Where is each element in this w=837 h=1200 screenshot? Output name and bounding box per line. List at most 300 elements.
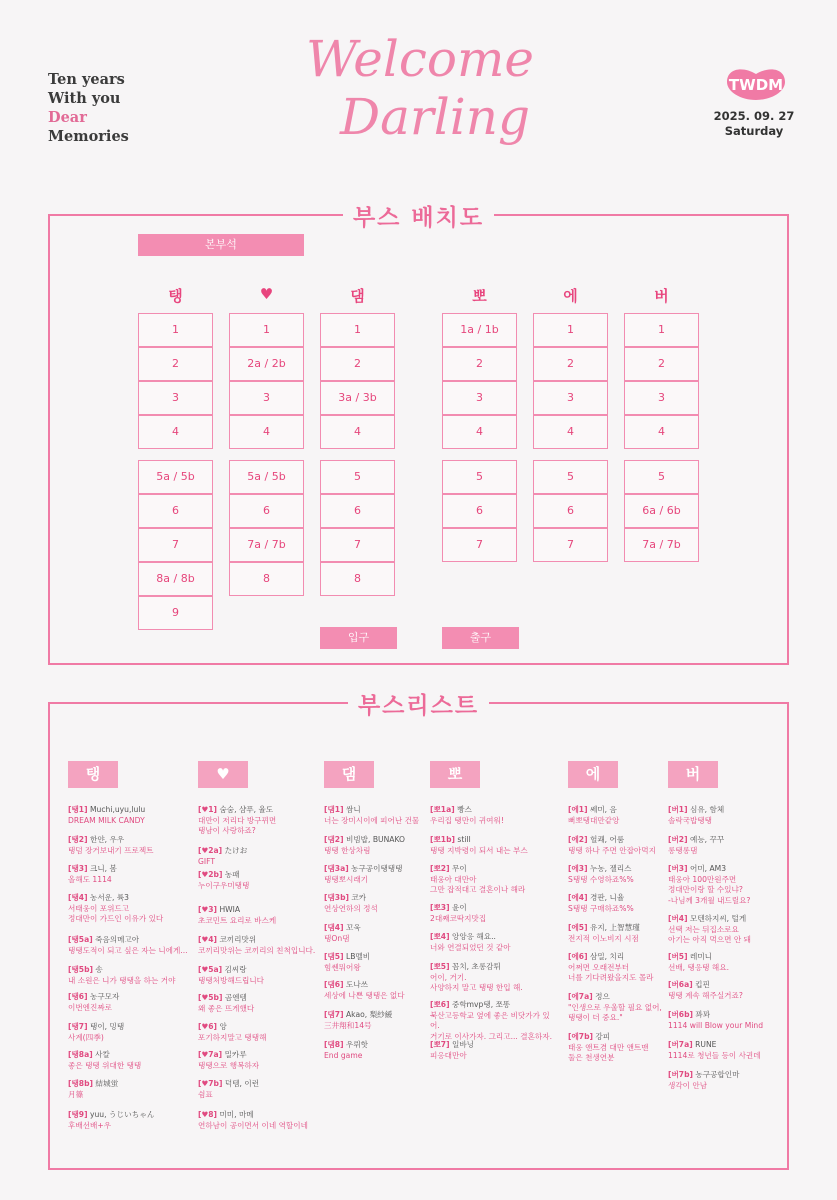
booth-tag: [뽀2] [430, 864, 450, 873]
booth-title: 1114로 청년들 등이 사귄데 [668, 1050, 761, 1060]
booth-owners: 밀카루 [224, 1050, 247, 1059]
booth-owners: 농구모자 [89, 992, 120, 1001]
booth-owners: 꽈꽈 [695, 1010, 711, 1019]
list-column-head: 탱 [68, 761, 118, 788]
booth-cell: 5 [624, 460, 699, 494]
booth-owners: 코카 [351, 893, 367, 902]
booth-tag: [에3] [568, 864, 588, 873]
booth-entry [198, 805, 320, 837]
booth-entry [68, 864, 190, 885]
booth-cell: 5 [442, 460, 517, 494]
booth-tag: [댐8] [324, 1040, 344, 1049]
booth-entry [668, 1010, 790, 1031]
booth-owners: Muchi,uyu,lulu [89, 805, 146, 814]
booth-title: "인생으로 우울할 필요 없어, [568, 1002, 662, 1012]
booth-map-title: 부스 배치도 [0, 199, 837, 232]
booth-entry [198, 1050, 320, 1071]
booth-tag: [댐1] [324, 805, 344, 814]
booth-title: 선배, 탱응탱 해요. [668, 962, 730, 972]
booth-title: 이번엔진짜로 [68, 1002, 113, 1012]
booth-cell: 6a / 6b [624, 494, 699, 528]
booth-tag: [뽀6] [430, 1000, 450, 1009]
booth-tag: [♥8] [198, 1110, 218, 1119]
booth-owners: 누농, 젤리스 [589, 864, 632, 873]
booth-entry [668, 952, 790, 973]
booth-title: 탱덤 장거보내기 프로젝트 [68, 845, 154, 855]
booth-owners: 농서운, 륙3 [89, 893, 129, 902]
hq-label: 본부석 [138, 234, 304, 256]
booth-title: 탱탱 하나 주면 안잡아먹지 [568, 845, 656, 855]
booth-title: 세상에 나쁜 탱탱은 없다 [324, 990, 405, 1000]
booth-owners: HWIA [219, 905, 241, 914]
booth-owners: 쌈니 [345, 805, 361, 814]
list-column-head: 댐 [324, 761, 374, 788]
booth-entry [198, 1079, 320, 1100]
booth-owners: たけお [224, 846, 248, 855]
booth-title: S탱탱 구매하죠%% [568, 903, 634, 913]
booth-cell: 4 [533, 415, 608, 449]
booth-owners: 덕템, 이런 [224, 1079, 260, 1088]
booth-title: 피옹대만아 [430, 1050, 467, 1060]
tagline-line: Memories [48, 128, 129, 145]
booth-tag: [뽀1a] [430, 805, 455, 814]
booth-cell: 2 [138, 347, 213, 381]
booth-title: S탱탱 수영하죠%% [568, 874, 634, 884]
booth-tag: [에6] [568, 952, 588, 961]
booth-owners: 도나쓰 [345, 980, 368, 989]
booth-owners: 헐쾌, 어룸 [589, 835, 625, 844]
booth-tag: [탱5a] [68, 935, 93, 944]
booth-cell: 6 [533, 494, 608, 528]
booth-entry [324, 1010, 446, 1031]
booth-owners: 크니, 봄 [89, 864, 117, 873]
booth-tag: [탱8b] [68, 1079, 93, 1088]
booth-cell: 3 [533, 381, 608, 415]
booth-cell: 3 [138, 381, 213, 415]
title-line-2: Darling [340, 88, 530, 146]
booth-title: DREAM MILK CANDY [68, 815, 145, 825]
booth-entry [198, 965, 320, 986]
booth-tag: [뽀7] [430, 1040, 450, 1049]
booth-title: 三井翔和14号 [324, 1020, 372, 1030]
booth-entry [430, 962, 552, 994]
entrance-label: 입구 [320, 627, 397, 649]
booth-cell: 7a / 7b [624, 528, 699, 562]
logo-text: TWDM [728, 76, 784, 94]
booth-title: 태웅아 대만아 [430, 874, 477, 884]
booth-owners: 윤이 [451, 903, 467, 912]
booth-tag: [에4] [568, 893, 588, 902]
booth-owners: 레미니 [689, 952, 712, 961]
booth-tag: [버1] [668, 805, 688, 814]
booth-tag: [♥7a] [198, 1050, 223, 1059]
booth-tag: [♥5b] [198, 993, 223, 1002]
booth-title: 거기로 이사가자. 그리고... 결혼하자. [430, 1031, 553, 1041]
booth-cell: 1 [320, 313, 395, 347]
booth-owners: 쎄미, 음 [589, 805, 617, 814]
booth-tag: [♥6] [198, 1022, 218, 1031]
booth-cell: 7 [138, 528, 213, 562]
booth-entry [198, 1022, 320, 1043]
booth-owners: 농구공이탱탱탱 [351, 864, 403, 873]
booth-title: 탱탱 한상차림 [324, 845, 371, 855]
booth-title: 우리집 탱만이 귀여워! [430, 815, 504, 825]
booth-cell: 4 [229, 415, 304, 449]
booth-entry [430, 903, 552, 924]
booth-tag: [버5] [668, 952, 688, 961]
booth-cell: 5 [320, 460, 395, 494]
booth-title: 정대만이랑 할 수있냐? [668, 885, 743, 894]
booth-entry [668, 864, 790, 906]
booth-tag: [버6a] [668, 980, 693, 989]
booth-cell: 1 [533, 313, 608, 347]
booth-title: 대만이 저리다 방구뀌면 [198, 815, 277, 825]
booth-title: 전지적 이노비지 시점 [568, 933, 639, 943]
booth-owners: 일바닝 [451, 1040, 474, 1049]
booth-tag: [댐5] [324, 952, 344, 961]
booth-owners: 한얀, 우우 [89, 835, 125, 844]
booth-entry [430, 1040, 552, 1061]
booth-title: 1114 will Blow your Mind [668, 1020, 764, 1030]
booth-owners: 어미, AM3 [689, 864, 727, 873]
booth-owners: 김씨랑 [224, 965, 247, 974]
booth-title: 사양하지 말고 탱탱 한입 해. [430, 983, 523, 992]
booth-entry [430, 932, 552, 953]
map-column-head: 탱 [168, 287, 183, 305]
booth-cell: 3 [442, 381, 517, 415]
tagline-line: Ten years [48, 71, 125, 88]
day-text: Saturday [724, 124, 784, 138]
booth-tag: [탱7] [68, 1022, 88, 1031]
booth-owners: still [457, 835, 471, 844]
booth-entry [68, 992, 190, 1013]
booth-tag: [탱3] [68, 864, 88, 873]
booth-cell: 1 [229, 313, 304, 347]
booth-entry [668, 980, 790, 1001]
booth-owners: 앙 [219, 1022, 227, 1031]
booth-cell: 4 [138, 415, 213, 449]
booth-list-title: 부스리스트 [0, 687, 837, 720]
booth-entry [324, 1040, 446, 1061]
list-column-head: 뽀 [430, 761, 480, 788]
twdm-logo [721, 64, 791, 102]
booth-tag: [탱1] [68, 805, 88, 814]
map-column-head: 버 [654, 287, 669, 305]
booth-entry [68, 965, 190, 986]
booth-owners: 빵스 [457, 805, 472, 814]
booth-tag: [탱8a] [68, 1050, 93, 1059]
booth-entry [68, 1079, 190, 1100]
booth-cell: 8 [320, 562, 395, 596]
booth-owners: RUNE [695, 1040, 717, 1049]
booth-title: 코끼리맛위는 코끼리의 친척입니다. [198, 945, 316, 955]
booth-tag: [버7a] [668, 1040, 693, 1049]
booth-title: 둘은 천생연분 [568, 1053, 615, 1062]
booth-owners: 꼼치, 초롱감튀 [451, 962, 501, 971]
booth-title: 쉼표 [198, 1089, 213, 1099]
booth-cell: 7 [442, 528, 517, 562]
date-text: 2025. 09. 27 [713, 109, 795, 123]
booth-owners: 킵핀 [695, 980, 710, 989]
booth-tag: [탱6] [68, 992, 88, 1001]
booth-title: 탱탱으로 행복하자 [198, 1060, 260, 1070]
booth-cell: 5a / 5b [138, 460, 213, 494]
map-column-head: 뽀 [472, 287, 487, 305]
booth-entry [324, 805, 446, 826]
booth-entry [668, 1040, 790, 1061]
booth-cell: 2a / 2b [229, 347, 304, 381]
booth-tag: [♥2b] [198, 870, 223, 879]
booth-owners: Akao, 梨紗緩 [345, 1010, 393, 1019]
booth-owners: 농구공합인마 [695, 1070, 740, 1079]
booth-title: 선택 저는 뒤집소로요 [668, 924, 739, 934]
list-column-head: 에 [568, 761, 618, 788]
booth-tag: [탱9] [68, 1110, 88, 1119]
booth-entry [68, 893, 190, 925]
booth-title: 태웅아 100만원주면 [668, 874, 737, 884]
list-column-head: 버 [668, 761, 718, 788]
booth-tag: [버7b] [668, 1070, 693, 1079]
booth-cell: 5a / 5b [229, 460, 304, 494]
booth-cell: 8a / 8b [138, 562, 213, 596]
booth-owners: 탱이, 밍탱 [89, 1022, 125, 1031]
booth-entry [68, 1022, 190, 1043]
booth-entry [68, 1110, 190, 1131]
booth-title: 롱탱롱댐 [668, 845, 698, 855]
booth-tag: [에5] [568, 923, 588, 932]
booth-tag: [♥4] [198, 935, 218, 944]
booth-title: 태웅 앤트겸 대만 앤트맨 [568, 1042, 649, 1052]
booth-title: 탱탱이 더 중요." [568, 1013, 623, 1022]
booth-cell: 3 [624, 381, 699, 415]
booth-entry [68, 805, 190, 826]
booth-title: 올해도 1114 [68, 874, 112, 884]
booth-title: 그만 잡적대고 결혼이나 해라 [430, 885, 526, 894]
booth-title: 탱탱뽀시래기 [324, 874, 369, 884]
booth-entry [324, 864, 446, 885]
booth-cell: 7a / 7b [229, 528, 304, 562]
booth-entry [324, 923, 446, 944]
booth-title: 너를 기다려왔을지도 몰라 [568, 973, 654, 982]
booth-title: -나님께 3개월 내드릴요? [668, 895, 751, 905]
booth-cell: 3 [229, 381, 304, 415]
booth-cell: 3a / 3b [320, 381, 395, 415]
booth-title: 탱탱 지박령이 되서 내는 부스 [430, 845, 528, 855]
booth-title: End game [324, 1050, 363, 1060]
booth-owners: 송 [95, 965, 103, 974]
booth-owners: 미미, 마메 [219, 1110, 254, 1119]
booth-title: 너는 장미시이에 피어난 건물 [324, 815, 420, 825]
booth-title: 뻐뽀탱대만같앙 [568, 815, 620, 825]
booth-tag: [댐7] [324, 1010, 344, 1019]
booth-tag: [댐6] [324, 980, 344, 989]
event-date [700, 109, 808, 139]
booth-owners: 앙앙응 해요.. [451, 932, 496, 941]
exit-label: 출구 [442, 627, 519, 649]
map-column-head: 댐 [350, 287, 365, 305]
booth-cell: 4 [320, 415, 395, 449]
tagline-line: With you [48, 90, 121, 107]
booth-entry [668, 835, 790, 856]
booth-owners: 모텐하지씨, 털게 [689, 914, 747, 923]
booth-tag: [댐2] [324, 835, 344, 844]
booth-tag: [♥5a] [198, 965, 223, 974]
booth-cell: 1 [624, 313, 699, 347]
booth-tag: [♥1] [198, 805, 218, 814]
booth-tag: [에7b] [568, 1032, 593, 1041]
booth-tag: [버6b] [668, 1010, 693, 1019]
booth-tag: [댐4] [324, 923, 344, 932]
booth-title: 내 소원은 니가 탱탱을 하는 거야 [68, 975, 176, 985]
booth-entry [668, 1070, 790, 1091]
booth-title: 2대째코딱지맛집 [430, 913, 487, 923]
booth-owners: 숨숨, 샴푸, 율도 [219, 805, 274, 814]
booth-tag: [버3] [668, 864, 688, 873]
tagline [48, 70, 129, 146]
event-title [270, 30, 570, 146]
booth-title: 탱탱도적이 되고 싶은 자는 니에게... [68, 945, 188, 955]
booth-tag: [댐3a] [324, 864, 349, 873]
booth-owners: 結城蛍 [95, 1079, 119, 1088]
booth-tag: [버2] [668, 835, 688, 844]
booth-cell: 8 [229, 562, 304, 596]
booth-owners: 죽음의메고아 [95, 935, 140, 944]
booth-cell: 4 [442, 415, 517, 449]
booth-owners: 농패 [224, 870, 240, 879]
booth-cell: 6 [138, 494, 213, 528]
booth-cell: 1a / 1b [442, 313, 517, 347]
title-line-1: Welcome [305, 30, 534, 88]
booth-title: 아기는 아직 먹으면 안 돼 [668, 935, 752, 944]
booth-owners: 경판, 니율 [589, 893, 625, 902]
booth-tag: [버4] [668, 914, 688, 923]
booth-title: 연하남이 공이면서 이네 역할이네 [198, 1120, 308, 1130]
booth-owners: 심유, 함체 [689, 805, 725, 814]
map-column-head: ♥ [259, 285, 274, 303]
booth-title: 좋은 탱탱 위대한 탱탱 [68, 1060, 142, 1070]
booth-title: 정대만이 가드인 이유가 있다 [68, 914, 164, 923]
booth-owners: LB멜비 [345, 952, 371, 961]
booth-tag: [에1] [568, 805, 588, 814]
booth-title: GIFT [198, 856, 215, 866]
booth-tag: [에2] [568, 835, 588, 844]
booth-entry [324, 980, 446, 1001]
booth-owners: 꼬욱 [345, 923, 361, 932]
booth-cell: 6 [229, 494, 304, 528]
booth-owners: 예능, 꾸꾸 [689, 835, 725, 844]
booth-cell: 2 [442, 347, 517, 381]
booth-tag: [♥3] [198, 905, 218, 914]
booth-owners: 코끼리맛위 [219, 935, 257, 944]
booth-entry [430, 864, 552, 896]
booth-owners: 유지, 上智慧瑾 [589, 923, 640, 932]
booth-title: 연상연하의 정석 [324, 903, 378, 913]
booth-entry [430, 835, 552, 856]
booth-owners: 사칼 [95, 1050, 110, 1059]
booth-cell: 9 [138, 596, 213, 630]
booth-tag: [뽀4] [430, 932, 450, 941]
booth-cell: 4 [624, 415, 699, 449]
booth-owners: 우뤼핫 [345, 1040, 368, 1049]
booth-entry [324, 835, 446, 856]
booth-tag: [뽀5] [430, 962, 450, 971]
booth-title: 후배선배+우 [68, 1120, 112, 1130]
booth-entry [430, 1000, 552, 1042]
booth-title: 탱탱처방해드립니다 [198, 975, 265, 985]
booth-tag: [뽀3] [430, 903, 450, 912]
booth-owners: 비빔밥, BUNAKO [345, 835, 406, 844]
booth-tag: [탱2] [68, 835, 88, 844]
booth-title: 북산고등학교 옆에 좋은 비닷가가 있어. [430, 1010, 550, 1030]
booth-entry [198, 905, 320, 926]
booth-entry [68, 935, 190, 956]
booth-cell: 2 [624, 347, 699, 381]
booth-cell: 1 [138, 313, 213, 347]
booth-tag: [탱5b] [68, 965, 93, 974]
map-column-head: 에 [563, 287, 578, 305]
booth-title: 사계(四季) [68, 1032, 104, 1042]
booth-title: 어쩌면 오래전부터 [568, 962, 630, 972]
booth-tag: [에7a] [568, 992, 593, 1001]
booth-title: 초코민트 요리로 바스케 [198, 915, 277, 925]
booth-owners: 강피 [595, 1032, 611, 1041]
booth-title: 탱On댐 [324, 933, 350, 943]
booth-cell: 6 [320, 494, 395, 528]
tagline-line: Dear [48, 109, 87, 126]
booth-tag: [탱4] [68, 893, 88, 902]
booth-title: 서태웅이 포위드고 [68, 903, 130, 913]
booth-entry [668, 805, 790, 826]
list-column-head: ♥ [198, 761, 248, 788]
booth-title: 어이, 거기. [430, 972, 467, 982]
booth-owners: yuu, うじいちゃん [89, 1110, 155, 1119]
booth-title: 탱탱 계속 해주실거죠? [668, 990, 743, 1000]
booth-entry [198, 993, 320, 1014]
booth-cell: 2 [320, 347, 395, 381]
booth-tag: [댐3b] [324, 893, 349, 902]
booth-owners: 곰엔템 [224, 993, 247, 1002]
booth-entry [198, 1110, 320, 1131]
booth-title: 생각이 안남 [668, 1080, 708, 1090]
booth-entry [68, 1050, 190, 1071]
booth-cell: 6 [442, 494, 517, 528]
booth-title: 힘쎈뭐어왕 [324, 962, 361, 972]
booth-owners: 무이 [451, 864, 467, 873]
booth-title: 누이구우미탱탱 [198, 880, 250, 890]
booth-owners: 정으 [595, 992, 610, 1001]
booth-tag: [♥7b] [198, 1079, 223, 1088]
booth-entry [198, 870, 320, 891]
booth-entry [198, 846, 320, 867]
booth-title: 탱남이 사랑하죠? [198, 826, 256, 835]
booth-title: 月篠 [68, 1089, 84, 1099]
booth-owners: 삼밀, 치리 [589, 952, 625, 961]
booth-entry [324, 952, 446, 973]
booth-cell: 5 [533, 460, 608, 494]
booth-cell: 2 [533, 347, 608, 381]
booth-cell: 7 [533, 528, 608, 562]
booth-entry [324, 893, 446, 914]
booth-entry [668, 914, 790, 946]
booth-title: 왜 좋은 뜨게했다 [198, 1003, 255, 1013]
booth-entry [68, 835, 190, 856]
booth-tag: [뽀1b] [430, 835, 455, 844]
booth-entry [198, 935, 320, 956]
booth-owners: 중학mvp탱, 쪼똥 [451, 1000, 511, 1009]
booth-title: 솔락국밥탱탱 [668, 815, 713, 825]
booth-title: 너와 연결되었던 것 같아 [430, 942, 511, 952]
booth-entry [430, 805, 552, 826]
